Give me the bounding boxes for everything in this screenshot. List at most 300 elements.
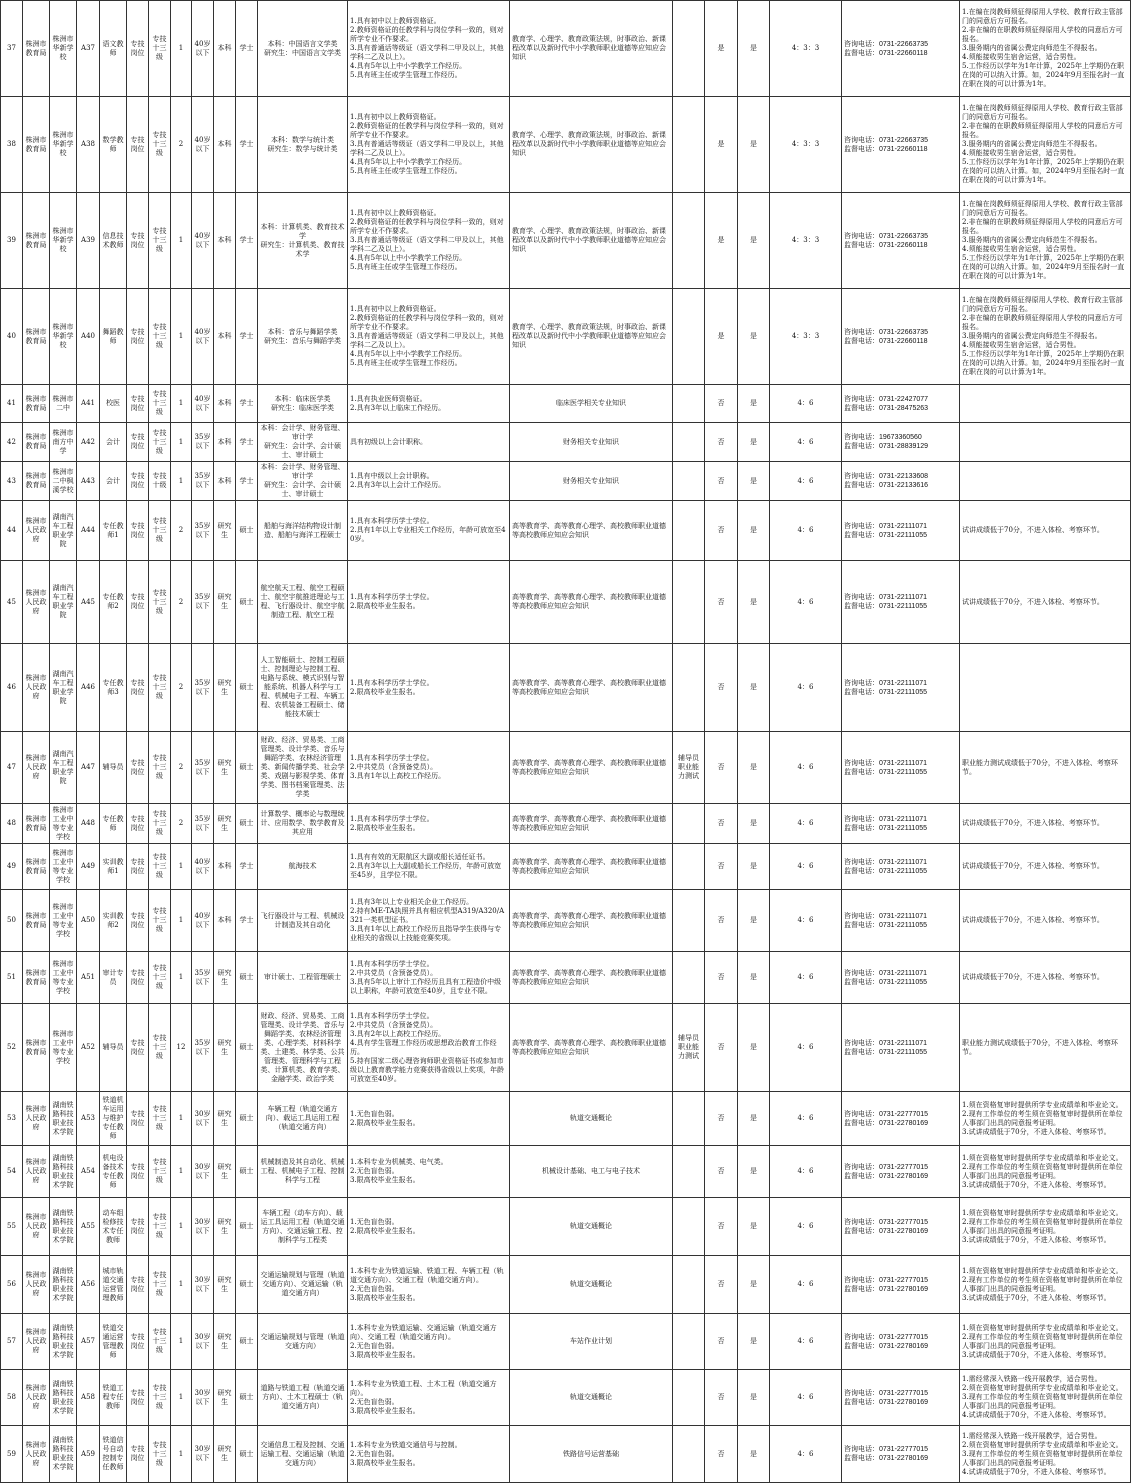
cell-remarks: 1.在编在岗教师须征得原用人学校、教育行政主管部门的同意后方可报名。 2.非在编的在职教师须征得原用人学校的同意后方可报名。 3.服务期内的省属公费定向师范生不得报名。 4.须能接收男生宿舍运营，适合男性。 5.工作经历以学年为1年计算，2025年上学期仍在职在岗的可以纳入计算。如，2024年9月至报名时一直在职在岗的可以计算为1年。 [960, 97, 1131, 193]
table-row [1, 289, 1131, 385]
cell-score-ratio: 4：6 [770, 385, 842, 423]
cell-hiring-unit: 株洲市人民政府 [23, 1314, 50, 1370]
cell-age-limit: 35岁以下 [192, 804, 214, 844]
cell-age-limit: 30岁以下 [192, 1426, 214, 1483]
cell-hire-count: 1 [171, 1146, 192, 1198]
cell-row-number: 57 [1, 1314, 23, 1370]
cell-post-name: 机电设备技术专任教师 [100, 1146, 127, 1198]
cell-remarks: 试讲成绩低于70分，不进入体检、考察环节。 [960, 844, 1131, 890]
cell-hiring-unit: 株洲市教育局 [23, 844, 50, 890]
cell-post-code: A37 [77, 1, 100, 97]
cell-row-number: 56 [1, 1256, 23, 1314]
cell-education: 本科 [214, 97, 236, 193]
cell-skill-test [673, 561, 705, 644]
table-row [1, 644, 1131, 732]
cell-other-requirements: 1.本科专业为铁道交通信号与控制。 2.无色盲色弱。 3.限高校毕业生报名。 [348, 1426, 510, 1483]
cell-hiring-unit: 株洲市教育局 [23, 423, 50, 462]
cell-remarks: 1.需经常深入铁路一线开展教学，适合男性。 2.须在资格复审时提供所学专业成绩单和毕业论文。 3.现有工作单位的考生须在资格复审时提供所在单位人事部门出具的同意报考证明。 4.试讲成绩低于70分，不进入体检、考察环节。 [960, 1370, 1131, 1426]
cell-skill-test [673, 804, 705, 844]
cell-skill-test [673, 462, 705, 501]
cell-post-level: 专技十三级 [149, 1256, 171, 1314]
cell-row-number: 59 [1, 1426, 23, 1483]
cell-open-recruit: 是 [705, 97, 738, 193]
cell-school-name: 株洲市二中 [50, 385, 77, 423]
cell-interview-flag: 是 [738, 1370, 770, 1426]
cell-contact-phones: 咨询电话：0731-22777015 监督电话：0731-22780169 [842, 1426, 960, 1483]
cell-contact-phones: 咨询电话：0731-22777015 监督电话：0731-22780169 [842, 1314, 960, 1370]
cell-interview-flag: 是 [738, 1, 770, 97]
cell-other-requirements: 1.具有本科学历学士学位。 2.限高校毕业生报名。 [348, 804, 510, 844]
cell-post-code: A56 [77, 1256, 100, 1314]
cell-degree: 硕士 [236, 644, 258, 732]
cell-degree: 学士 [236, 890, 258, 952]
cell-other-requirements: 1.具有本科学历学士学位。 2.中共党员（含预备党员）。 3.具有1年以上高校工作经历。 [348, 732, 510, 804]
cell-hire-count: 1 [171, 289, 192, 385]
cell-exam-content: 高等教育学、高等教育心理学、高校教师职业道德等高校教师应知应会知识 [510, 732, 673, 804]
cell-open-recruit: 否 [705, 1426, 738, 1483]
cell-exam-content: 财务相关专业知识 [510, 423, 673, 462]
cell-contact-phones: 咨询电话：0731-22133608 监督电话：0731-22133616 [842, 462, 960, 501]
cell-score-ratio: 4：3：3 [770, 1, 842, 97]
cell-remarks: 1.在编在岗教师须征得原用人学校、教育行政主管部门的同意后方可报名。 2.非在编的在职教师须征得原用人学校的同意后方可报名。 3.服务期内的省属公费定向师范生不得报名。 4.须能接收男生宿舍运营，适合男性。 5.工作经历以学年为1年计算，2025年上学期仍在职在岗的可以纳入计算。如，2024年9月至报名时一直在职在岗的可以计算为1年。 [960, 289, 1131, 385]
cell-hiring-unit: 株洲市人民政府 [23, 501, 50, 561]
cell-post-level: 专技十三级 [149, 1092, 171, 1146]
cell-skill-test [673, 1426, 705, 1483]
table-row [1, 1314, 1131, 1370]
cell-contact-phones: 咨询电话：0731-22111071 监督电话：0731-22111055 [842, 644, 960, 732]
cell-other-requirements: 1.本科专业为铁道工程、土木工程（轨道交通方向）。 2.无色盲色弱。 3.限高校毕业生报名。 [348, 1370, 510, 1426]
cell-education: 研究生 [214, 1370, 236, 1426]
cell-interview-flag: 是 [738, 644, 770, 732]
cell-post-code: A55 [77, 1198, 100, 1256]
cell-hire-count: 1 [171, 1370, 192, 1426]
cell-education: 本科 [214, 385, 236, 423]
cell-other-requirements: 1.具有本科学历学士学位。 2.具有1年以上专业相关工作经历，年龄可放宽至40岁。 [348, 501, 510, 561]
cell-score-ratio: 4：6 [770, 501, 842, 561]
cell-contact-phones: 咨询电话：0731-22777015 监督电话：0731-22780169 [842, 1370, 960, 1426]
cell-education: 研究生 [214, 561, 236, 644]
cell-major-requirement: 交通信息工程及控制、交通运输工程、交通运输（轨道交通方向） [258, 1426, 348, 1483]
cell-post-category: 专技岗位 [127, 890, 149, 952]
cell-contact-phones: 咨询电话：0731-22111071 监督电话：0731-22111055 [842, 890, 960, 952]
cell-hire-count: 1 [171, 462, 192, 501]
cell-education: 研究生 [214, 1426, 236, 1483]
cell-post-code: A45 [77, 561, 100, 644]
cell-degree: 硕士 [236, 1256, 258, 1314]
cell-open-recruit: 否 [705, 501, 738, 561]
cell-remarks: 1.须在资格复审时提供所学专业成绩单和毕业论文。 2.现有工作单位的考生须在资格复审时提供所在单位人事部门出具的同意报考证明。 3.试讲成绩低于70分，不进入体检、考察环节。 [960, 1314, 1131, 1370]
cell-hire-count: 2 [171, 644, 192, 732]
cell-age-limit: 35岁以下 [192, 732, 214, 804]
cell-major-requirement: 交通运输规划与管理（轨道交通方向）、交通运输（轨道交通方向） [258, 1256, 348, 1314]
cell-hiring-unit: 株洲市教育局 [23, 1, 50, 97]
cell-post-level: 专技十三级 [149, 385, 171, 423]
cell-interview-flag: 是 [738, 1314, 770, 1370]
cell-age-limit: 35岁以下 [192, 561, 214, 644]
cell-degree: 硕士 [236, 1314, 258, 1370]
table-row [1, 1092, 1131, 1146]
cell-school-name: 湖南铁路科技职业技术学院 [50, 1426, 77, 1483]
cell-remarks: 1.在编在岗教师须征得原用人学校、教育行政主管部门的同意后方可报名。 2.非在编的在职教师须征得原用人学校的同意后方可报名。 3.服务期内的省属公费定向师范生不得报名。 4.须能接收男生宿舍运营，适合男性。 5.工作经历以学年为1年计算，2025年上学期仍在职在岗的可以纳入计算。如，2024年9月至报名时一直在职在岗的可以计算为1年。 [960, 1, 1131, 97]
cell-major-requirement: 船舶与海洋结构物设计制造、船舶与海洋工程硕士 [258, 501, 348, 561]
cell-degree: 学士 [236, 462, 258, 501]
cell-interview-flag: 是 [738, 193, 770, 289]
cell-post-code: A42 [77, 423, 100, 462]
cell-exam-content: 高等教育学、高等教育心理学、高校教师职业道德等高校教师应知应会知识 [510, 952, 673, 1004]
cell-skill-test [673, 289, 705, 385]
cell-post-level: 专技十级 [149, 462, 171, 501]
cell-exam-content: 高等教育学、高等教育心理学、高校教师职业道德等高校教师应知应会知识 [510, 1004, 673, 1092]
cell-degree: 学士 [236, 1, 258, 97]
cell-school-name: 株洲市二中枫溪学校 [50, 462, 77, 501]
cell-remarks: 1.须在资格复审时提供所学专业成绩单和毕业论文。 2.现有工作单位的考生须在资格复审时提供所在单位人事部门出具的同意报考证明。 3.试讲成绩低于70分，不进入体检、考察环节。 [960, 1256, 1131, 1314]
cell-major-requirement: 机械制造及其自动化、机械工程、机械电子工程、控制科学与工程 [258, 1146, 348, 1198]
cell-post-name: 数学教师 [100, 97, 127, 193]
cell-score-ratio: 4：6 [770, 1370, 842, 1426]
cell-post-code: A44 [77, 501, 100, 561]
cell-skill-test: 辅导员职业能力测试 [673, 732, 705, 804]
cell-other-requirements: 1.具有初中以上教师资格证。 2.教师资格证的任教学科与岗位学科一致的，则对所学专业不作要求。 3.具有普通话等级证（语文学科二甲及以上，其他学科二乙及以上）。 4.具有5年以上中小学教学工作经历。 5.具有班主任或学生管理工作经历。 [348, 97, 510, 193]
cell-remarks [960, 462, 1131, 501]
cell-post-name: 动车组检修技术专任教师 [100, 1198, 127, 1256]
cell-age-limit: 40岁以下 [192, 844, 214, 890]
cell-open-recruit: 否 [705, 1004, 738, 1092]
cell-row-number: 46 [1, 644, 23, 732]
cell-exam-content: 轨道交通概论 [510, 1256, 673, 1314]
cell-row-number: 43 [1, 462, 23, 501]
cell-remarks: 职业能力测试成绩低于70分，不进入体检、考察环节。 [960, 732, 1131, 804]
cell-school-name: 株洲市工业中等专业学校 [50, 952, 77, 1004]
cell-score-ratio: 4：6 [770, 732, 842, 804]
cell-post-category: 专技岗位 [127, 1314, 149, 1370]
table-row [1, 1146, 1131, 1198]
table-row [1, 1426, 1131, 1483]
cell-education: 研究生 [214, 1256, 236, 1314]
cell-skill-test [673, 501, 705, 561]
table-row [1, 385, 1131, 423]
cell-score-ratio: 4：6 [770, 844, 842, 890]
cell-major-requirement: 本科：会计学、财务管理、审计学 研究生：会计学、会计硕士、审计硕士 [258, 423, 348, 462]
cell-score-ratio: 4：6 [770, 423, 842, 462]
cell-score-ratio: 4：3：3 [770, 97, 842, 193]
cell-education: 研究生 [214, 804, 236, 844]
cell-degree: 硕士 [236, 952, 258, 1004]
cell-school-name: 湖南铁路科技职业技术学院 [50, 1092, 77, 1146]
cell-remarks: 1.需经常深入铁路一线开展教学，适合男性。 2.须在资格复审时提供所学专业成绩单和毕业论文。 3.现有工作单位的考生须在资格复审时提供所在单位人事部门出具的同意报考证明。 4.试讲成绩低于70分，不进入体检、考察环节。 [960, 1426, 1131, 1483]
cell-post-category: 专技岗位 [127, 1, 149, 97]
cell-education: 本科 [214, 423, 236, 462]
table-row [1, 844, 1131, 890]
cell-remarks: 1.在编在岗教师须征得原用人学校、教育行政主管部门的同意后方可报名。 2.非在编的在职教师须征得原用人学校的同意后方可报名。 3.服务期内的省属公费定向师范生不得报名。 4.须能接收男生宿舍运营，适合男性。 5.工作经历以学年为1年计算，2025年上学期仍在职在岗的可以纳入计算。如，2024年9月至报名时一直在职在岗的可以计算为1年。 [960, 193, 1131, 289]
cell-hiring-unit: 株洲市教育局 [23, 890, 50, 952]
cell-row-number: 40 [1, 289, 23, 385]
cell-school-name: 株洲市华新学校 [50, 1, 77, 97]
cell-post-name: 辅导员 [100, 732, 127, 804]
cell-post-category: 专技岗位 [127, 1256, 149, 1314]
cell-hire-count: 1 [171, 1426, 192, 1483]
cell-interview-flag: 是 [738, 1426, 770, 1483]
cell-row-number: 37 [1, 1, 23, 97]
cell-open-recruit: 是 [705, 193, 738, 289]
cell-hiring-unit: 株洲市人民政府 [23, 561, 50, 644]
cell-major-requirement: 本科：中国语言文学类 研究生：中国语言文学类 [258, 1, 348, 97]
cell-post-name: 专任教师3 [100, 644, 127, 732]
cell-post-name: 专任教师 [100, 804, 127, 844]
cell-school-name: 株洲市华新学校 [50, 193, 77, 289]
cell-major-requirement: 本科：音乐与舞蹈学类 研究生：音乐与舞蹈学类 [258, 289, 348, 385]
cell-other-requirements: 具有初级以上会计职称。 [348, 423, 510, 462]
cell-age-limit: 40岁以下 [192, 385, 214, 423]
cell-exam-content: 高等教育学、高等教育心理学、高校教师职业道德等高校教师应知应会知识 [510, 561, 673, 644]
cell-degree: 硕士 [236, 804, 258, 844]
cell-row-number: 42 [1, 423, 23, 462]
cell-hire-count: 2 [171, 97, 192, 193]
cell-other-requirements: 1.无色盲色弱。 2.限高校毕业生报名。 [348, 1092, 510, 1146]
cell-school-name: 湖南汽车工程职业学院 [50, 732, 77, 804]
cell-school-name: 湖南铁路科技职业技术学院 [50, 1256, 77, 1314]
table-row [1, 1, 1131, 97]
cell-exam-content: 高等教育学、高等教育心理学、高校教师职业道德等高校教师应知应会知识 [510, 844, 673, 890]
cell-age-limit: 35岁以下 [192, 501, 214, 561]
cell-post-level: 专技十三级 [149, 1198, 171, 1256]
cell-row-number: 38 [1, 97, 23, 193]
cell-hiring-unit: 株洲市人民政府 [23, 1092, 50, 1146]
cell-post-level: 专技十三级 [149, 561, 171, 644]
cell-degree: 硕士 [236, 1426, 258, 1483]
cell-post-level: 专技十三级 [149, 97, 171, 193]
cell-remarks [960, 644, 1131, 732]
cell-age-limit: 30岁以下 [192, 1314, 214, 1370]
cell-skill-test [673, 1256, 705, 1314]
cell-remarks: 1.须在资格复审时提供所学专业成绩单和毕业论文。 2.现有工作单位的考生须在资格复审时提供所在单位人事部门出具的同意报考证明。 3.试讲成绩低于70分，不进入体检、考察环节。 [960, 1146, 1131, 1198]
cell-hire-count: 1 [171, 890, 192, 952]
cell-open-recruit: 否 [705, 804, 738, 844]
cell-interview-flag: 是 [738, 1004, 770, 1092]
cell-interview-flag: 是 [738, 1092, 770, 1146]
cell-degree: 学士 [236, 423, 258, 462]
table-row [1, 1256, 1131, 1314]
cell-open-recruit: 是 [705, 1, 738, 97]
cell-row-number: 54 [1, 1146, 23, 1198]
cell-contact-phones: 咨询电话：0731-22663735 监督电话：0731-22660118 [842, 1, 960, 97]
cell-skill-test [673, 97, 705, 193]
cell-remarks: 试讲成绩低于70分，不进入体检、考察环节。 [960, 501, 1131, 561]
cell-degree: 学士 [236, 289, 258, 385]
cell-school-name: 湖南汽车工程职业学院 [50, 644, 77, 732]
cell-score-ratio: 4：6 [770, 1426, 842, 1483]
cell-major-requirement: 本科：临床医学类 研究生：临床医学类 [258, 385, 348, 423]
cell-interview-flag: 是 [738, 890, 770, 952]
cell-remarks: 1.须在资格复审时提供所学专业成绩单和毕业论文。 2.现有工作单位的考生须在资格复审时提供所在单位人事部门出具的同意报考证明。 3.试讲成绩低于70分，不进入体检、考察环节。 [960, 1092, 1131, 1146]
cell-major-requirement: 飞行器设计与工程、机械设计制造及其自动化 [258, 890, 348, 952]
cell-row-number: 52 [1, 1004, 23, 1092]
cell-education: 研究生 [214, 1004, 236, 1092]
cell-school-name: 湖南汽车工程职业学院 [50, 501, 77, 561]
cell-skill-test [673, 844, 705, 890]
cell-school-name: 株洲市工业中等专业学校 [50, 804, 77, 844]
cell-school-name: 湖南铁路科技职业技术学院 [50, 1146, 77, 1198]
cell-major-requirement: 计算数学、概率论与数理统计、应用数学、数学教育及其应用 [258, 804, 348, 844]
cell-other-requirements: 1.无色盲色弱。 2.限高校毕业生报名。 [348, 1198, 510, 1256]
table-row [1, 97, 1131, 193]
cell-post-code: A53 [77, 1092, 100, 1146]
cell-post-code: A46 [77, 644, 100, 732]
cell-row-number: 47 [1, 732, 23, 804]
cell-score-ratio: 4：6 [770, 1198, 842, 1256]
cell-exam-content: 车站作业计划 [510, 1314, 673, 1370]
cell-post-name: 校医 [100, 385, 127, 423]
cell-hire-count: 1 [171, 1198, 192, 1256]
cell-post-code: A58 [77, 1370, 100, 1426]
cell-exam-content: 教育学、心理学、教育政策法规，时事政治、新课程改革以及新时代中小学教师职业道德等应知应会知识 [510, 289, 673, 385]
cell-exam-content: 高等教育学、高等教育心理学、高校教师职业道德等高校教师应知应会知识 [510, 644, 673, 732]
cell-education: 研究生 [214, 1314, 236, 1370]
cell-post-code: A54 [77, 1146, 100, 1198]
cell-education: 研究生 [214, 1198, 236, 1256]
cell-age-limit: 40岁以下 [192, 193, 214, 289]
cell-post-category: 专技岗位 [127, 385, 149, 423]
cell-contact-phones: 咨询电话：0731-22111071 监督电话：0731-22111055 [842, 732, 960, 804]
cell-degree: 学士 [236, 844, 258, 890]
cell-post-category: 专技岗位 [127, 1004, 149, 1092]
cell-open-recruit: 否 [705, 561, 738, 644]
cell-hiring-unit: 株洲市人民政府 [23, 1256, 50, 1314]
cell-exam-content: 教育学、心理学、教育政策法规，时事政治、新课程改革以及新时代中小学教师职业道德等应知应会知识 [510, 193, 673, 289]
cell-score-ratio: 4：6 [770, 1314, 842, 1370]
cell-remarks: 试讲成绩低于70分，不进入体检、考察环节。 [960, 561, 1131, 644]
cell-school-name: 株洲市工业中等专业学校 [50, 890, 77, 952]
cell-interview-flag: 是 [738, 501, 770, 561]
cell-row-number: 41 [1, 385, 23, 423]
cell-open-recruit: 否 [705, 1314, 738, 1370]
cell-post-code: A40 [77, 289, 100, 385]
cell-exam-content: 铁路信号运营基础 [510, 1426, 673, 1483]
cell-open-recruit: 否 [705, 644, 738, 732]
cell-major-requirement: 审计硕士、工程管理硕士 [258, 952, 348, 1004]
cell-other-requirements: 1.本科专业为铁道运输、交通运输（轨道交通方向）、交通工程（轨道交通方向）。 2.无色盲色弱。 3.限高校毕业生报名。 [348, 1314, 510, 1370]
cell-other-requirements: 1.具有初中以上教师资格证。 2.教师资格证的任教学科与岗位学科一致的，则对所学专业不作要求。 3.具有普通话等级证（语文学科二甲及以上，其他学科二乙及以上）。 4.具有5年以上中小学教学工作经历。 5.具有班主任或学生管理工作经历。 [348, 193, 510, 289]
table-row [1, 561, 1131, 644]
cell-skill-test [673, 423, 705, 462]
table-row [1, 423, 1131, 462]
cell-hire-count: 1 [171, 952, 192, 1004]
cell-other-requirements: 1.具有3年以上专业相关企业工作经历。 2.持有ME-TA执照并具有相应机型A319/A320/A321一类机型证书。 3.具有1年以上高校工作经历且指导学生获得与专业相关的省级以上技能竞赛奖项。 [348, 890, 510, 952]
cell-degree: 学士 [236, 385, 258, 423]
cell-exam-content: 财务相关专业知识 [510, 462, 673, 501]
cell-score-ratio: 4：6 [770, 1146, 842, 1198]
cell-education: 本科 [214, 289, 236, 385]
cell-post-name: 语文教师 [100, 1, 127, 97]
cell-age-limit: 35岁以下 [192, 462, 214, 501]
cell-skill-test: 辅导员职业能力测试 [673, 1004, 705, 1092]
cell-post-category: 专技岗位 [127, 804, 149, 844]
cell-exam-content: 机械设计基础、电工与电子技术 [510, 1146, 673, 1198]
cell-score-ratio: 4：6 [770, 1092, 842, 1146]
cell-interview-flag: 是 [738, 289, 770, 385]
cell-post-code: A52 [77, 1004, 100, 1092]
cell-major-requirement: 车辆工程（动车方向）、载运工具运用工程（轨道交通方向）、交通运输工程、控制科学与工程类 [258, 1198, 348, 1256]
cell-degree: 学士 [236, 97, 258, 193]
cell-other-requirements: 1.具有本科学历学士学位。 2.限高校毕业生报名。 [348, 644, 510, 732]
cell-post-category: 专技岗位 [127, 1370, 149, 1426]
cell-score-ratio: 4：3：3 [770, 193, 842, 289]
cell-remarks: 1.须在资格复审时提供所学专业成绩单和毕业论文。 2.现有工作单位的考生须在资格复审时提供所在单位人事部门出具的同意报考证明。 3.试讲成绩低于70分，不进入体检、考察环节。 [960, 1198, 1131, 1256]
cell-post-code: A48 [77, 804, 100, 844]
table-body [1, 1, 1131, 1483]
cell-score-ratio: 4：6 [770, 644, 842, 732]
cell-open-recruit: 否 [705, 890, 738, 952]
cell-interview-flag: 是 [738, 804, 770, 844]
cell-major-requirement: 交通运输规划与管理（轨道交通方向） [258, 1314, 348, 1370]
cell-major-requirement: 财政、经济、贸易类、工商管理类、设计学类、音乐与舞蹈学类、农林经济管理类、新闻传播学类、社会学类、戏剧与影视学类、体育学类、图书档案管理类、法学类 [258, 732, 348, 804]
cell-age-limit: 30岁以下 [192, 1198, 214, 1256]
cell-contact-phones: 咨询电话：0731-22663735 监督电话：0731-22660118 [842, 97, 960, 193]
cell-education: 研究生 [214, 501, 236, 561]
cell-school-name: 株洲市工业中等专业学校 [50, 844, 77, 890]
cell-post-code: A43 [77, 462, 100, 501]
cell-post-code: A41 [77, 385, 100, 423]
cell-contact-phones: 咨询电话：0731-22777015 监督电话：0731-22780169 [842, 1092, 960, 1146]
cell-interview-flag: 是 [738, 732, 770, 804]
cell-post-name: 铁道工程专任教师 [100, 1370, 127, 1426]
cell-age-limit: 40岁以下 [192, 97, 214, 193]
cell-degree: 学士 [236, 193, 258, 289]
cell-row-number: 39 [1, 193, 23, 289]
cell-post-category: 专技岗位 [127, 423, 149, 462]
cell-open-recruit: 否 [705, 1092, 738, 1146]
cell-score-ratio: 4：3：3 [770, 289, 842, 385]
cell-skill-test [673, 952, 705, 1004]
cell-degree: 硕士 [236, 1092, 258, 1146]
cell-post-category: 专技岗位 [127, 462, 149, 501]
table-row [1, 1004, 1131, 1092]
cell-exam-content: 教育学、心理学、教育政策法规，时事政治、新课程改革以及新时代中小学教师职业道德等应知应会知识 [510, 97, 673, 193]
cell-other-requirements: 1.具有中级以上会计职称。 2.具有3年以上会计工作经历。 [348, 462, 510, 501]
cell-post-name: 铁道信号自动控制专任教师 [100, 1426, 127, 1483]
cell-score-ratio: 4：6 [770, 1004, 842, 1092]
cell-post-name: 铁道交通运营管理教师 [100, 1314, 127, 1370]
cell-skill-test [673, 644, 705, 732]
cell-post-level: 专技十三级 [149, 732, 171, 804]
cell-age-limit: 30岁以下 [192, 1256, 214, 1314]
cell-hiring-unit: 株洲市教育局 [23, 952, 50, 1004]
cell-post-name: 实训教师2 [100, 890, 127, 952]
cell-post-level: 专技十三级 [149, 423, 171, 462]
cell-contact-phones: 咨询电话：0731-22111071 监督电话：0731-22111055 [842, 804, 960, 844]
cell-interview-flag: 是 [738, 385, 770, 423]
cell-age-limit: 35岁以下 [192, 952, 214, 1004]
cell-skill-test [673, 1, 705, 97]
cell-skill-test [673, 890, 705, 952]
cell-contact-phones: 咨询电话：0731-22111071 监督电话：0731-22111055 [842, 561, 960, 644]
cell-post-level: 专技十三级 [149, 193, 171, 289]
cell-remarks: 试讲成绩低于70分，不进入体检、考察环节。 [960, 952, 1131, 1004]
cell-post-category: 专技岗位 [127, 844, 149, 890]
cell-hiring-unit: 株洲市教育局 [23, 97, 50, 193]
cell-hire-count: 2 [171, 804, 192, 844]
cell-contact-phones: 咨询电话：0731-22663735 监督电话：0731-22660118 [842, 289, 960, 385]
cell-age-limit: 35岁以下 [192, 644, 214, 732]
cell-degree: 硕士 [236, 1370, 258, 1426]
cell-post-code: A49 [77, 844, 100, 890]
cell-contact-phones: 咨询电话：0731-22111071 监督电话：0731-22111055 [842, 952, 960, 1004]
cell-post-level: 专技十三级 [149, 1426, 171, 1483]
cell-post-name: 铁道机车运用与维护专任教师 [100, 1092, 127, 1146]
cell-age-limit: 40岁以下 [192, 890, 214, 952]
cell-post-name: 城市轨道交通运营管理教师 [100, 1256, 127, 1314]
table-row [1, 462, 1131, 501]
cell-post-level: 专技十三级 [149, 1314, 171, 1370]
